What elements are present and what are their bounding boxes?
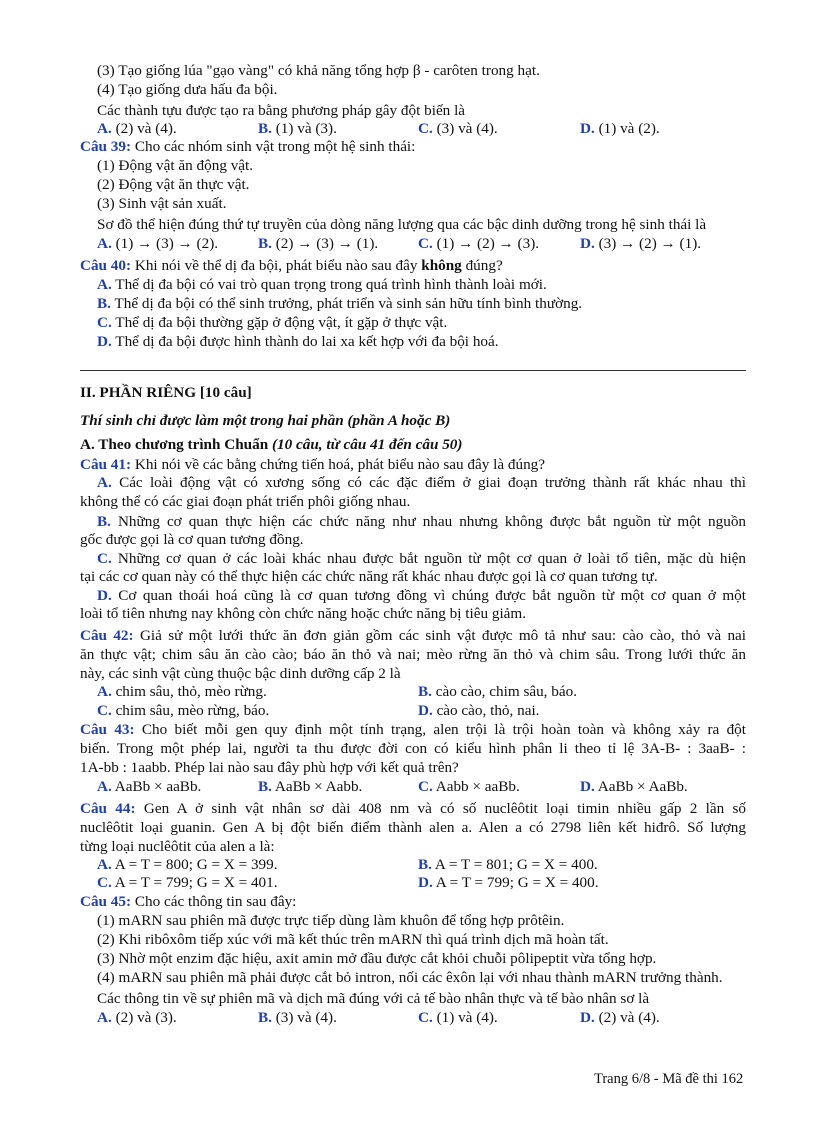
option-text: Các loài động vật có xương sống có các đặc điểm ở giai đoạn trưởng thành rất khác nhau thì xyxy=(119,474,746,491)
section-title: II. PHẦN RIÊNG [10 câu] xyxy=(80,384,252,401)
question-label: Câu 39: xyxy=(80,138,132,155)
section-divider xyxy=(80,370,746,371)
item-1: (1) mARN sau phiên mã được trực tiếp dùng làm khuôn để tổng hợp prôtêin. xyxy=(97,912,565,929)
option-text: (1) và (2). xyxy=(598,120,660,137)
question-41 xyxy=(80,455,545,474)
option-b xyxy=(258,234,378,253)
question-text-line: biến. Trong một phép lai, người ta thu được đời con có kiểu hình phân li theo tỉ lệ 3A-B- : 3aaB- : xyxy=(80,740,746,757)
option-letter: C. xyxy=(97,874,112,891)
option-text: Thể dị đa bội thường gặp ở động vật, ít gặp ở thực vật. xyxy=(115,314,448,331)
option-text: AaBb × AaBb. xyxy=(597,778,688,795)
option-a xyxy=(97,1008,177,1027)
option-a xyxy=(97,855,278,874)
option-a xyxy=(97,777,201,796)
option-letter: B. xyxy=(258,778,272,795)
option-letter: B. xyxy=(418,856,432,873)
option-letter: A. xyxy=(97,276,112,293)
option-a xyxy=(97,119,177,138)
option-letter: D. xyxy=(418,874,433,891)
option-text: AaBb × aaBb. xyxy=(114,778,202,795)
option-text: (2) và (4). xyxy=(115,120,177,137)
option-d xyxy=(80,586,746,605)
option-letter: C. xyxy=(97,702,112,719)
option-letter: B. xyxy=(97,295,111,312)
question-text-line: nuclêôtit loại guanin. Gen A bị đột biến điểm thành alen a. Alen a có 2798 liên kết hiđrô. Số lượng xyxy=(80,819,746,836)
option-letter: B. xyxy=(418,683,432,700)
question-stem: Các thành tựu được tạo ra bằng phương pháp gây đột biến là xyxy=(97,102,466,119)
option-letter: A. xyxy=(97,474,112,491)
option-text: Thể dị đa bội được hình thành do lai xa kết hợp với đa bội hoá. xyxy=(115,333,499,350)
option-text: Những cơ quan thực hiện các chức năng như nhau nhưng không được bắt nguồn từ một nguồn xyxy=(117,513,747,530)
option-text: cào cào, thỏ, nai. xyxy=(436,702,540,719)
section-instruction: Thí sinh chỉ được làm một trong hai phần (phần A hoặc B) xyxy=(80,412,451,429)
option-text: AaBb × Aabb. xyxy=(274,778,363,795)
option-a xyxy=(80,473,746,492)
option-text: chim sâu, thỏ, mèo rừng. xyxy=(115,683,267,700)
emphasis-text: không xyxy=(421,257,462,274)
option-letter: A. xyxy=(97,683,112,700)
option-b xyxy=(258,119,337,138)
option-letter: B. xyxy=(258,1009,272,1026)
option-letter: A. xyxy=(97,856,112,873)
option-text: Thể dị đa bội có vai trò quan trọng trong quá trình hình thành loài mới. xyxy=(115,276,547,293)
option-text: (1) và (4). xyxy=(436,1009,498,1026)
option-text: cào cào, chim sâu, báo. xyxy=(435,683,578,700)
option-b-cont: gốc được gọi là cơ quan tương đồng. xyxy=(80,531,304,548)
option-text: A = T = 800; G = X = 399. xyxy=(114,856,278,873)
option-letter: B. xyxy=(258,235,272,252)
option-c xyxy=(97,701,269,720)
option-text: (3) và (4). xyxy=(275,1009,337,1026)
option-c xyxy=(418,777,520,796)
option-text: (2) và (4). xyxy=(598,1009,660,1026)
option-letter: C. xyxy=(418,1009,433,1026)
option-letter: A. xyxy=(97,778,112,795)
option-letter: D. xyxy=(580,235,595,252)
question-text-line: ăn thực vật; chim sâu ăn cào cào; báo ăn thỏ và nai; mèo rừng ăn thỏ và chim sâu. Trong lưới thức ăn xyxy=(80,646,746,663)
question-label: Câu 40: xyxy=(80,257,132,274)
option-c xyxy=(97,313,447,332)
option-text: A = T = 799; G = X = 400. xyxy=(435,874,599,891)
option-c xyxy=(97,873,278,892)
question-label: Câu 43: xyxy=(80,721,135,738)
option-letter: D. xyxy=(97,587,112,604)
option-a xyxy=(97,275,547,294)
option-letter: C. xyxy=(418,778,433,795)
question-43 xyxy=(80,720,746,739)
question-44 xyxy=(80,799,746,818)
item-3: (3) Nhờ một enzim đặc hiệu, axit amin mở đầu được cắt khỏi chuỗi pôlipeptit vừa tổng hợp. xyxy=(97,950,657,967)
question-label: Câu 42: xyxy=(80,627,134,644)
option-a xyxy=(97,234,218,253)
option-d xyxy=(418,873,599,892)
option-text: A = T = 801; G = X = 400. xyxy=(434,856,598,873)
option-text: (1) → (2) → (3). xyxy=(436,235,540,252)
option-text: (3) và (4). xyxy=(436,120,498,137)
question-label: Câu 44: xyxy=(80,800,136,817)
question-40 xyxy=(80,256,503,275)
question-text: Giả sử một lưới thức ăn đơn giản gồm các sinh vật được mô tả như sau: cào cào, thỏ và nai xyxy=(139,627,747,644)
question-text: Khi nói về thể dị đa bội, phát biểu nào sau đây xyxy=(134,257,418,274)
question-text: Cho các nhóm sinh vật trong một hệ sinh thái: xyxy=(134,138,416,155)
item-4: (4) mARN sau phiên mã phải được cắt bỏ intron, nối các êxôn lại với nhau thành mARN trưởng thành. xyxy=(97,969,723,986)
option-b xyxy=(258,777,362,796)
option-text: (3) → (2) → (1). xyxy=(598,235,702,252)
option-b xyxy=(80,512,746,531)
option-text: chim sâu, mèo rừng, báo. xyxy=(115,702,270,719)
question-text-end: đúng? xyxy=(465,257,503,274)
question-42 xyxy=(80,626,746,645)
option-letter: C. xyxy=(418,235,433,252)
option-letter: A. xyxy=(97,1009,112,1026)
option-c xyxy=(418,1008,498,1027)
question-text: Cho các thông tin sau đây: xyxy=(134,893,297,910)
option-b xyxy=(97,294,582,313)
item-2: (2) Động vật ăn thực vật. xyxy=(97,176,250,193)
question-39 xyxy=(80,137,415,156)
option-letter: D. xyxy=(418,702,433,719)
question-text: Cho biết mỗi gen quy định một tính trạng, alen trội là trội hoàn toàn và không xảy ra đột xyxy=(141,721,746,738)
option-text: (2) và (3). xyxy=(115,1009,177,1026)
option-b xyxy=(418,855,598,874)
page-footer: Trang 6/8 - Mã đề thi 162 xyxy=(594,1071,744,1087)
option-a xyxy=(97,682,267,701)
question-text-line: từng loại nuclêôtit của alen a là: xyxy=(80,838,275,855)
option-b xyxy=(418,682,577,701)
option-d xyxy=(580,777,688,796)
item-4: (4) Tạo giống dưa hấu đa bội. xyxy=(97,81,278,98)
question-45 xyxy=(80,892,296,911)
option-text: Aabb × aaBb. xyxy=(435,778,520,795)
option-c xyxy=(80,549,746,568)
option-c xyxy=(418,119,498,138)
option-text: (1) → (3) → (2). xyxy=(115,235,219,252)
question-label: Câu 45: xyxy=(80,893,132,910)
option-letter: D. xyxy=(580,120,595,137)
subsection-range: (10 câu, từ câu 41 đến câu 50) xyxy=(271,436,463,453)
option-c-cont: tại các cơ quan này có thể thực hiện các chức năng rất khác nhau được gọi là cơ quan tương tự. xyxy=(80,568,658,585)
option-letter: C. xyxy=(97,314,112,331)
option-d xyxy=(580,234,701,253)
question-text: Gen A ở sinh vật nhân sơ dài 408 nm và có số nuclêôtit loại timin nhiều gấp 2 lần số xyxy=(143,800,747,817)
question-stem: Sơ đồ thể hiện đúng thứ tự truyền của dòng năng lượng qua các bậc dinh dưỡng trong hệ sinh thái là xyxy=(97,216,707,233)
item-2: (2) Khi ribôxôm tiếp xúc với mã kết thúc trên mARN thì quá trình dịch mã hoàn tất. xyxy=(97,931,609,948)
option-d xyxy=(418,701,539,720)
question-text: Khi nói về các bằng chứng tiến hoá, phát biểu nào sau đây là đúng? xyxy=(134,456,546,473)
option-b xyxy=(258,1008,337,1027)
item-3: (3) Tạo giống lúa "gạo vàng" có khả năng tổng hợp β - carôten trong hạt. xyxy=(97,62,540,79)
option-d xyxy=(580,119,660,138)
option-letter: D. xyxy=(580,1009,595,1026)
option-text: Cơ quan thoái hoá cũng là cơ quan tương đồng vì chúng được bắt nguồn từ một cơ quan ở một xyxy=(118,587,746,604)
option-d-cont: loài tổ tiên nhưng nay không còn chức năng hoặc chức năng bị tiêu giảm. xyxy=(80,605,527,622)
option-letter: D. xyxy=(580,778,595,795)
question-text-line: này, các sinh vật cùng thuộc bậc dinh dưỡng cấp 2 là xyxy=(80,665,401,682)
option-d xyxy=(580,1008,660,1027)
option-text: A = T = 799; G = X = 401. xyxy=(114,874,278,891)
option-a-cont: không thể có các giai đoạn phát triển phôi giống nhau. xyxy=(80,493,411,510)
question-text-line: 1A-bb : 1aabb. Phép lai nào sau đây phù hợp với kết quả trên? xyxy=(80,759,459,776)
option-letter: A. xyxy=(97,120,112,137)
option-text: (1) và (3). xyxy=(275,120,337,137)
option-letter: B. xyxy=(258,120,272,137)
option-letter: B. xyxy=(97,513,111,530)
option-text: Những cơ quan ở các loài khác nhau được bắt nguồn từ một cơ quan ở loài tổ tiên, mặc dù hiện xyxy=(117,550,746,567)
question-stem: Các thông tin về sự phiên mã và dịch mã đúng với cả tế bào nhân thực và tế bào nhân sơ là xyxy=(97,990,650,1007)
option-d xyxy=(97,332,499,351)
option-letter: D. xyxy=(97,333,112,350)
option-letter: C. xyxy=(97,550,112,567)
option-letter: C. xyxy=(418,120,433,137)
option-text: (2) → (3) → (1). xyxy=(275,235,379,252)
question-label: Câu 41: xyxy=(80,456,132,473)
item-3: (3) Sinh vật sản xuất. xyxy=(97,195,227,212)
subsection-name: A. Theo chương trình Chuẩn xyxy=(80,436,269,453)
option-c xyxy=(418,234,539,253)
option-text: Thể dị đa bội có thể sinh trưởng, phát triển và sinh sản hữu tính bình thường. xyxy=(114,295,583,312)
subsection-title xyxy=(80,435,462,454)
item-1: (1) Động vật ăn động vật. xyxy=(97,157,254,174)
option-letter: A. xyxy=(97,235,112,252)
